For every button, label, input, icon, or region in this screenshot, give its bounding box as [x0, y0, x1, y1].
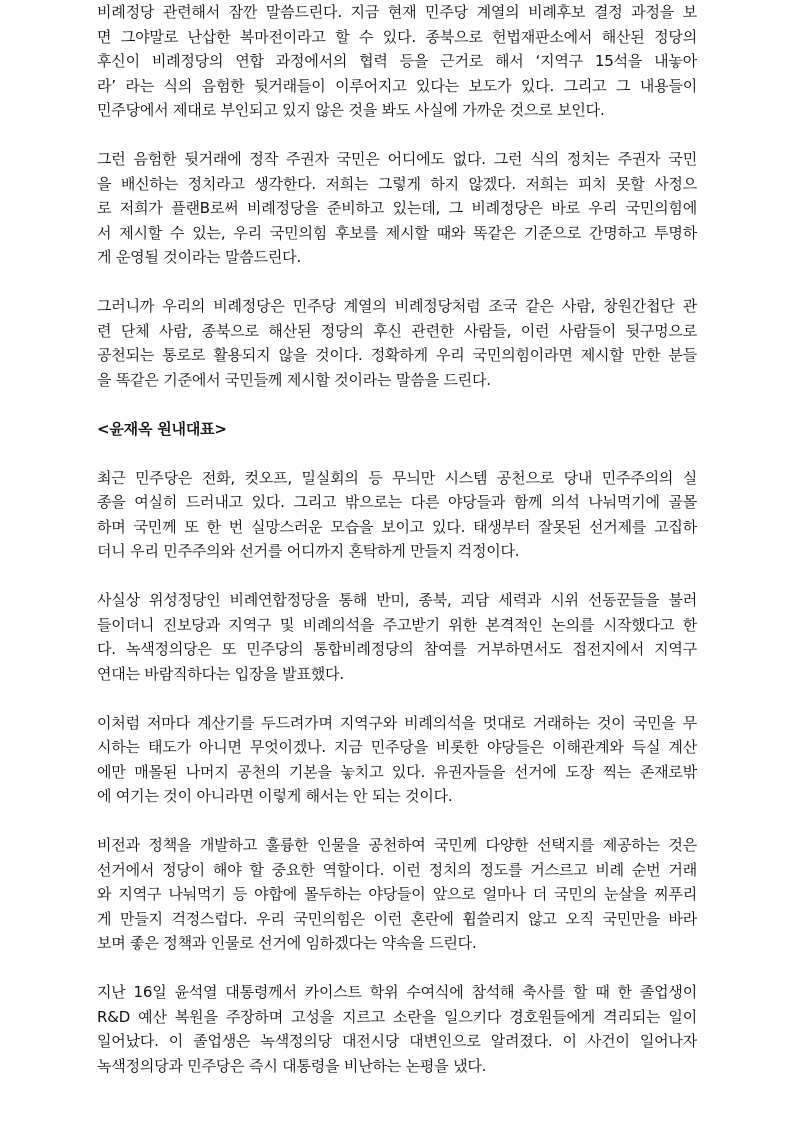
text-line: 후신이 비례정당의 연합 과정에서의 협력 등을 근거로 해서 ‘지역구 15석을 내놓아	[97, 52, 697, 70]
text-line: 에만 매몰된 나머지 공천의 기본을 놓치고 있다. 유권자들을 선거에 도장 찍는 존재로밖	[97, 762, 697, 781]
text-line: 최근 민주당은 전화, 컷오프, 밀실회의 등 무늬만 시스템 공천으로 당내 민주주의의 실	[97, 468, 697, 487]
paragraph-kaist-incident	[97, 980, 697, 1078]
text-line: 녹색정의당과 민주당은 즉시 대통령을 비난하는 논평을 냈다.	[97, 1056, 487, 1075]
text-line: 을 똑같은 기준에서 국민들께 제시할 것이라는 말씀을 드린다.	[97, 370, 491, 389]
text-line: 선거에서 정당이 해야 할 중요한 역할이다. 이런 정치의 정도를 거스르고 비례 순번 거래	[97, 860, 697, 879]
text-line: 그런 음험한 뒷거래에 정작 주권자 국민은 어디에도 없다. 그런 식의 정치는 주권자 국민	[97, 150, 697, 168]
text-line: 일어났다. 이 졸업생은 녹색정의당 대전시당 대변인으로 알려졌다. 이 사건이 일어나자	[97, 1032, 697, 1050]
speaker-heading: <윤재옥 원내대표>	[97, 419, 227, 438]
text-line: 연대는 바람직하다는 입장을 발표했다.	[97, 664, 344, 683]
text-line: 하며 국민께 또 한 번 실망스러운 모습을 보이고 있다. 태생부터 잘못된 선거제를 고집하	[97, 517, 697, 536]
paragraph-vision-and-policy	[97, 833, 697, 956]
text-line: 을 배신하는 정치라고 생각한다. 저희는 그렇게 하지 않겠다. 저희는 피치 못할 사정으	[97, 174, 697, 193]
text-line: 시하는 태도가 아니면 무엇이겠나. 지금 민주당을 비롯한 야당들은 이해관계와 득실 계산	[97, 738, 697, 756]
text-line: 들이더니 진보당과 지역구 및 비례의석을 주고받기 위한 본격적인 논의를 시작했다고 한	[97, 615, 697, 634]
text-line: 서 제시할 수 있는, 우리 국민의힘 후보를 제시할 때와 똑같은 기준으로 간명하고 투명하	[97, 223, 697, 242]
text-line: 련 단체 사람, 종북으로 해산된 정당의 후신 관련한 사람들, 이런 사람들이 뒷구멍으로	[97, 321, 697, 340]
text-line: 사실상 위성정당인 비례연합정당을 통해 반미, 종북, 괴담 세력과 시위 선동꾼들을 불러	[97, 591, 697, 609]
text-line: 민주당에서 제대로 부인되고 있지 않은 것을 봐도 사실에 가까운 것으로 보인다.	[97, 101, 605, 119]
text-line: R&D 예산 복원을 주장하며 고성을 지르고 소란을 일으키다 경호원들에게 격리되는 일이	[97, 1007, 697, 1026]
paragraph-proportional-party-intro	[97, 0, 697, 123]
text-line: 와 지역구 나눠먹기 등 야합에 몰두하는 야당들이 앞으로 얼마나 더 국민의 눈살을 찌푸리	[97, 885, 697, 903]
text-line: 더니 우리 민주주의와 선거를 어디까지 혼탁하게 만들지 걱정이다.	[97, 542, 520, 560]
text-line: 지난 16일 윤석열 대통령께서 카이스트 학위 수여식에 참석해 축사를 할 때 한 졸업생이	[97, 983, 697, 1001]
text-line: 라’ 라는 식의 음험한 뒷거래들이 이루어지고 있다는 보도가 있다. 그리고 그 내용들이	[97, 76, 697, 95]
text-line: 종을 여실히 드러내고 있다. 그리고 밖으로는 다른 야당들과 함께 의석 나눠먹기에 골몰	[97, 493, 697, 511]
paragraph-seat-trading	[97, 711, 697, 809]
text-line: 보며 좋은 정책과 인물로 선거에 임하겠다는 약속을 드린다.	[97, 934, 477, 952]
text-line: 비전과 정책을 개발하고 훌륭한 인물을 공천하여 국민께 다양한 선택지를 제공하는 것은	[97, 836, 697, 854]
text-line: 로 저희가 플랜B로써 비례정당을 준비하고 있는데, 그 비례정당은 바로 우리 국민의힘에	[97, 199, 697, 217]
text-line: 에 여기는 것이 아니라면 이렇게 해서는 안 되는 것이다.	[97, 787, 453, 805]
paragraph-satellite-party	[97, 588, 697, 686]
text-line: 이처럼 저마다 계산기를 두드려가며 지역구와 비례의석을 멋대로 거래하는 것이 국민을 무	[97, 713, 697, 732]
text-line: 면 그야말로 난삽한 복마전이라고 할 수 있다. 종북으로 헌법재판소에서 해산된 정당의	[97, 27, 697, 46]
text-line: 공천되는 통로로 활용되지 않을 것이다. 정확하게 우리 국민의힘이라면 제시할 만한 분들	[97, 346, 697, 364]
text-line: 게 운영될 것이라는 말씀드린다.	[97, 248, 302, 266]
text-line: 그러니까 우리의 비례정당은 민주당 계열의 비례정당처럼 조국 같은 사람, 창원간첩단 관	[97, 297, 697, 315]
paragraph-democratic-party-nomination	[97, 466, 697, 564]
document-page	[97, 0, 697, 1103]
text-line: 비례정당 관련해서 잠깐 말씀드린다. 지금 현재 민주당 계열의 비례후보 결정 과정을 보	[97, 3, 697, 21]
paragraph-backroom-deals	[97, 147, 697, 270]
paragraph-our-proportional-party	[97, 294, 697, 392]
text-line: 게 만들지 걱정스럽다. 우리 국민의힘은 이런 혼란에 휩쓸리지 않고 오직 국민만을 바라	[97, 909, 697, 928]
text-line: 다. 녹색정의당은 또 민주당의 통합비례정당의 참여를 거부하면서도 접전지에서 지역구	[97, 640, 697, 658]
